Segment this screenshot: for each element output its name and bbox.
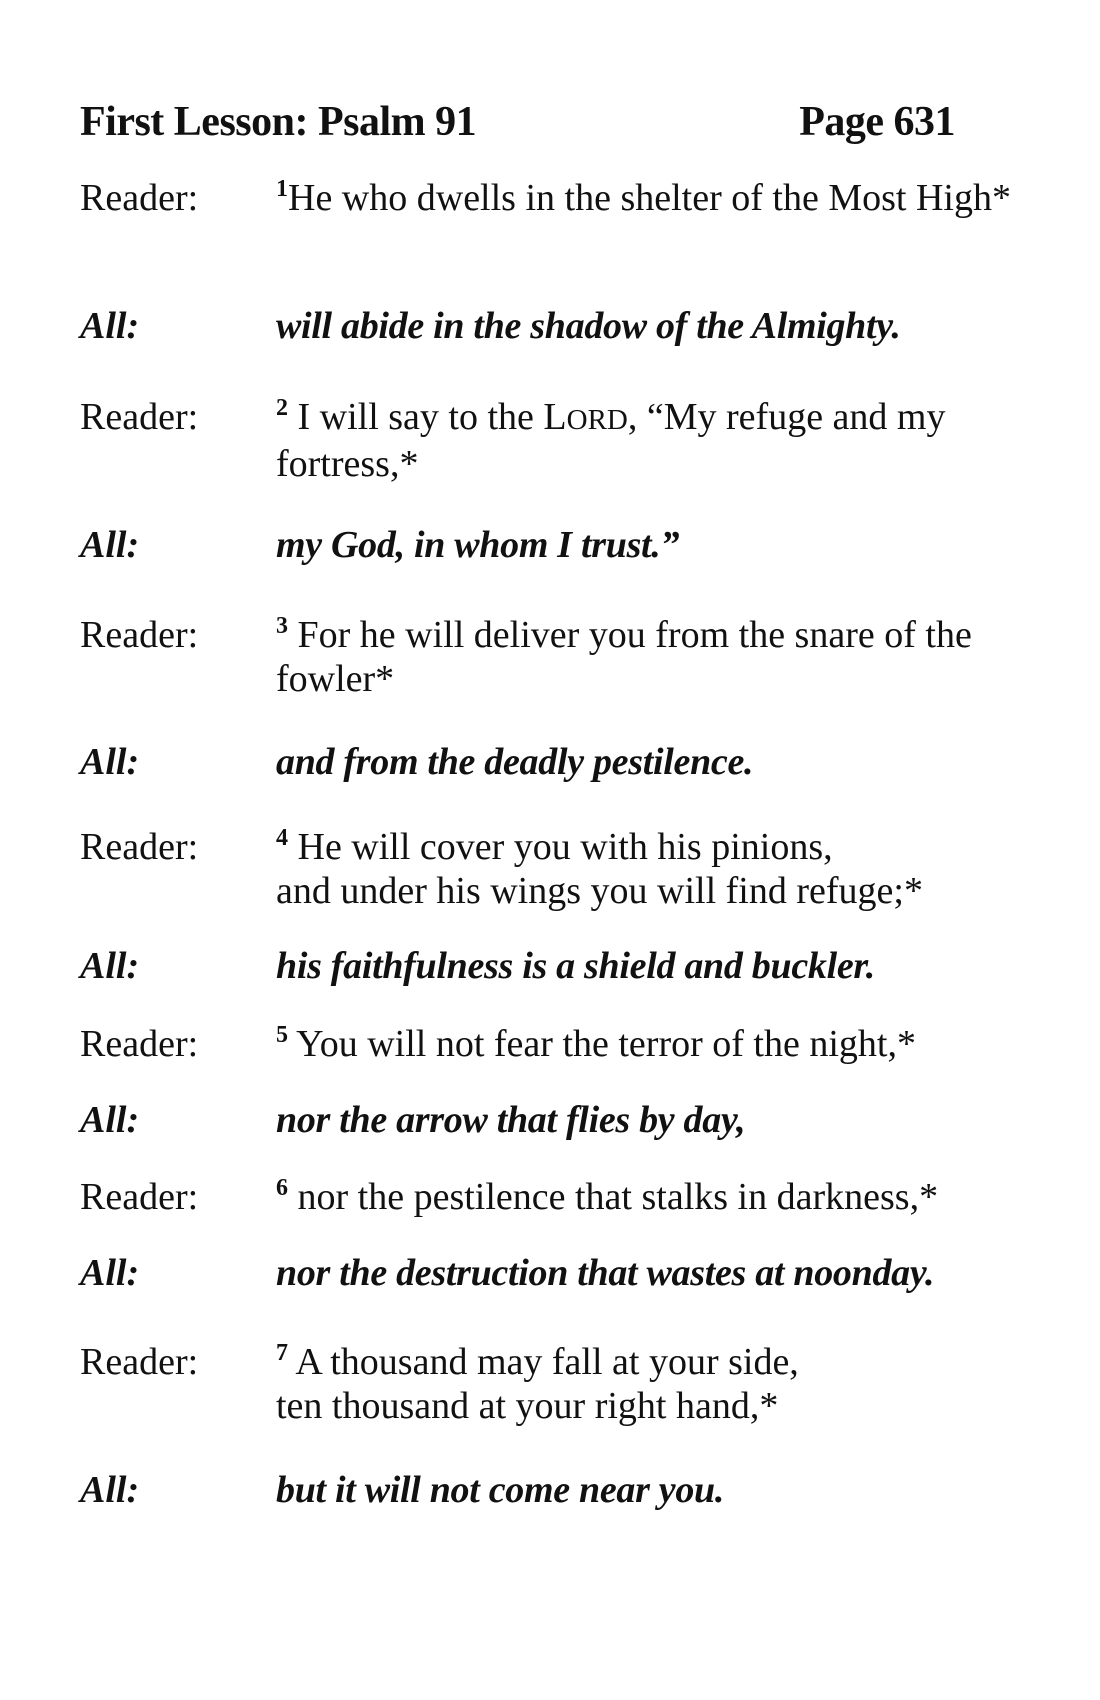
speaker-reader: Reader: xyxy=(80,177,199,219)
speaker-all: All: xyxy=(80,1469,140,1511)
verse-3-text xyxy=(276,613,1016,701)
speaker-all: All: xyxy=(80,741,140,783)
verse-number: 2 xyxy=(276,395,288,421)
verse-6-text xyxy=(276,1175,1016,1219)
verse-line: nor the pestilence that stalks in darkness,* xyxy=(288,1176,939,1218)
verse-1-text xyxy=(276,176,1016,220)
page-number: Page 631 xyxy=(799,99,955,145)
verse-2-text xyxy=(276,395,1016,486)
verse-line: ten thousand at your right hand,* xyxy=(276,1385,779,1427)
verse-number: 6 xyxy=(276,1175,288,1201)
lord-small-caps-rest: ORD xyxy=(566,404,628,436)
response-5-text: nor the arrow that flies by day, xyxy=(276,1099,746,1141)
response-1-text: will abide in the shadow of the Almighty. xyxy=(276,305,901,347)
response-2-text: my God, in whom I trust.” xyxy=(276,524,680,566)
speaker-all: All: xyxy=(80,305,140,347)
verse-number: 4 xyxy=(276,825,288,851)
verse-number: 3 xyxy=(276,613,288,639)
verse-line: For he will deliver you from the snare of the fowler* xyxy=(276,614,972,700)
verse-line: I will say to the xyxy=(288,396,544,438)
verse-7-text xyxy=(276,1340,1016,1428)
speaker-reader: Reader: xyxy=(80,614,199,656)
verse-5-text xyxy=(276,1022,1016,1066)
verse-number: 5 xyxy=(276,1022,288,1048)
verse-number: 7 xyxy=(276,1340,288,1366)
response-3-text: and from the deadly pestilence. xyxy=(276,741,754,783)
verse-4-text xyxy=(276,825,1016,913)
verse-line: He will cover you with his pinions, xyxy=(288,826,833,868)
verse-line: and under his wings you will find refuge;* xyxy=(276,870,923,912)
verse-line: You will not fear the terror of the night,* xyxy=(288,1023,916,1065)
speaker-all: All: xyxy=(80,1252,140,1294)
verse-line: , “My refuge and my fortress,* xyxy=(276,396,946,485)
speaker-all: All: xyxy=(80,1099,140,1141)
speaker-reader: Reader: xyxy=(80,1341,199,1383)
response-4-text: his faithfulness is a shield and buckler. xyxy=(276,945,876,987)
lord-small-caps-initial: L xyxy=(543,396,567,438)
response-6-text: nor the destruction that wastes at noonday. xyxy=(276,1252,935,1294)
verse-line: A thousand may fall at your side, xyxy=(288,1341,799,1383)
speaker-reader: Reader: xyxy=(80,1023,199,1065)
speaker-all: All: xyxy=(80,945,140,987)
response-7-text: but it will not come near you. xyxy=(276,1469,725,1511)
verse-number: 1 xyxy=(276,176,288,202)
lesson-title: First Lesson: Psalm 91 xyxy=(80,99,477,145)
speaker-reader: Reader: xyxy=(80,396,199,438)
verse-line: He who dwells in the shelter of the Most High* xyxy=(288,177,1011,219)
speaker-reader: Reader: xyxy=(80,826,199,868)
speaker-reader: Reader: xyxy=(80,1176,199,1218)
speaker-all: All: xyxy=(80,524,140,566)
page-header xyxy=(80,98,955,148)
